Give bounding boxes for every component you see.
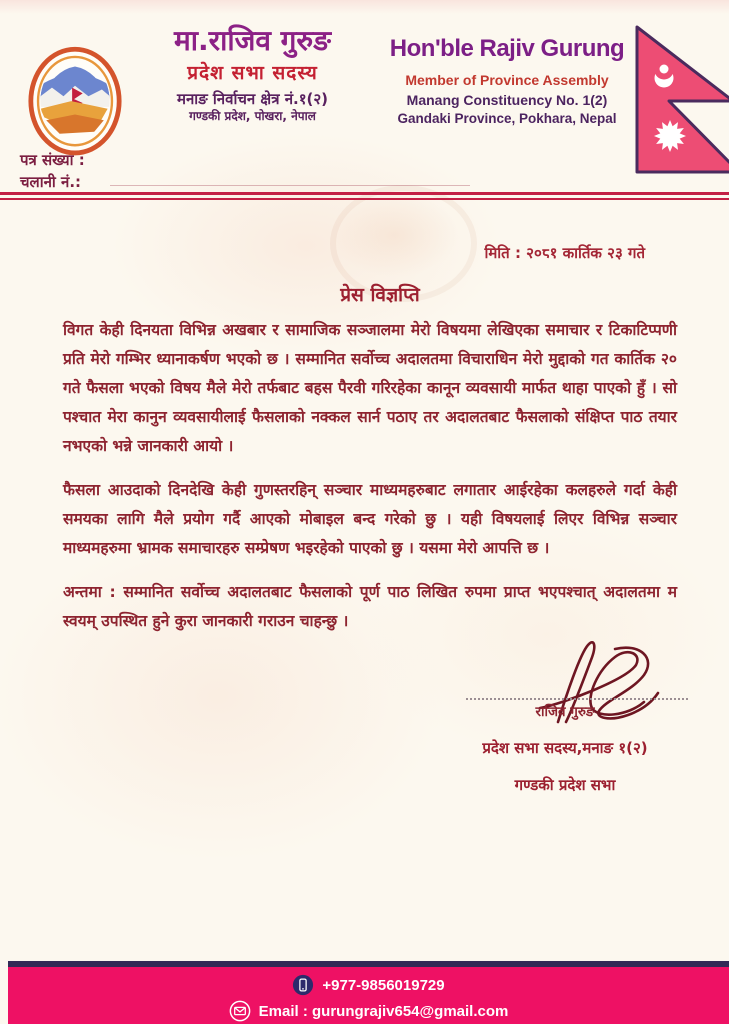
contact-footer: [8, 961, 729, 1024]
dispatch-number-label: चलानी नं.:: [20, 172, 82, 191]
signatory-name: राजिव गुरुङ: [535, 704, 595, 720]
phone-row: [8, 974, 729, 996]
constituency-nepali: मनाङ निर्वाचन क्षेत्र नं.१(२): [176, 89, 329, 108]
letter-number-label: पत्र संख्या :: [20, 151, 85, 169]
dispatch-number-line: [110, 185, 470, 186]
reference-numbers: [20, 150, 85, 194]
email-icon: [229, 1000, 251, 1022]
address-english: Gandaki Province, Pokhara, Nepal: [397, 111, 617, 126]
member-name-english: Hon'ble Rajiv Gurung: [389, 35, 625, 62]
signatory-position: प्रदेश सभा सदस्य,मनाङ १(२): [482, 739, 648, 757]
letterhead-nepali: [130, 26, 375, 123]
member-title-english: Member of Province Assembly: [405, 72, 609, 88]
nepal-flag-icon: [633, 22, 729, 178]
letter-body: [63, 316, 677, 651]
constituency-english: Manang Constituency No. 1(2): [406, 91, 608, 108]
press-release-title: प्रेस विज्ञप्ति: [340, 284, 420, 306]
email-row: [8, 1000, 729, 1022]
phone-number: +977-9856019729: [322, 976, 445, 994]
address-nepali: गण्डकी प्रदेश, पोखरा, नेपाल: [189, 109, 316, 124]
paragraph-1: विगत केही दिनयता विभिन्न अखबार र सामाजिक सञ्जालमा मेरो विषयमा लेखिएका समाचार र टिकाटिप्पणी प्रति मेरो गम्भिर ध्यानाकर्षण भएको छ । सम्मानित सर्वोच्च अदालतमा विचाराधिन मेरो मुद्दाको गत कार्तिक २० गते फैसला भएको विषय मैले मेरो तर्फबाट बहस पैरवी गरिरहेका कानून व्यवसायी मार्फत थाहा पाएको हुँ । सो पश्चात मेरा कानुन व्यवसायीलाई फैसलाको नक्कल सार्न पठाए तर अदालतबाट फैसलाको संक्षिप्त पाठ तयार नभएको भन्ने जानकारी आयो ।: [63, 321, 677, 455]
emblem-logo-icon: [27, 44, 123, 162]
letterhead-english: [378, 34, 636, 128]
email-address: Email : gurungrajiv654@gmail.com: [258, 1002, 509, 1020]
member-title-nepali: प्रदेश सभा सदस्य: [187, 61, 318, 84]
signatory-assembly: गण्डकी प्रदेश सभा: [514, 776, 616, 794]
letter-date: मिति : २०८१ कार्तिक २३ गते: [484, 244, 645, 262]
letterhead-divider: [0, 192, 729, 200]
paragraph-2: फैसला आउदाको दिनदेखि केही गुणस्तरहिन् सञ्चार माध्यमहरुबाट लगातार आईरहेका कलहरुले गर्दा केही समयका लागि मैले प्रयोग गर्दै आएको मोबाइल बन्द गरेको छु । यही विषयलाई लिएर विभिन्न सञ्चार माध्यमहरुमा भ्रामक समाचारहरु सम्प्रेषण भइरहेको पाएको छु । यसमा मेरो आपत्ति छ ।: [63, 481, 677, 557]
signature-line: [466, 698, 688, 700]
paragraph-3: अन्तमा : सम्मानित सर्वोच्च अदालतबाट फैसलाको पूर्ण पाठ लिखित रुपमा प्राप्त भएपश्चात् अदालतमा म स्वयम् उपस्थित हुने कुरा जानकारी गराउन चाहन्छु ।: [63, 583, 677, 630]
phone-icon: [292, 974, 314, 996]
member-name-nepali: मा.राजिव गुरुङ: [173, 24, 332, 57]
